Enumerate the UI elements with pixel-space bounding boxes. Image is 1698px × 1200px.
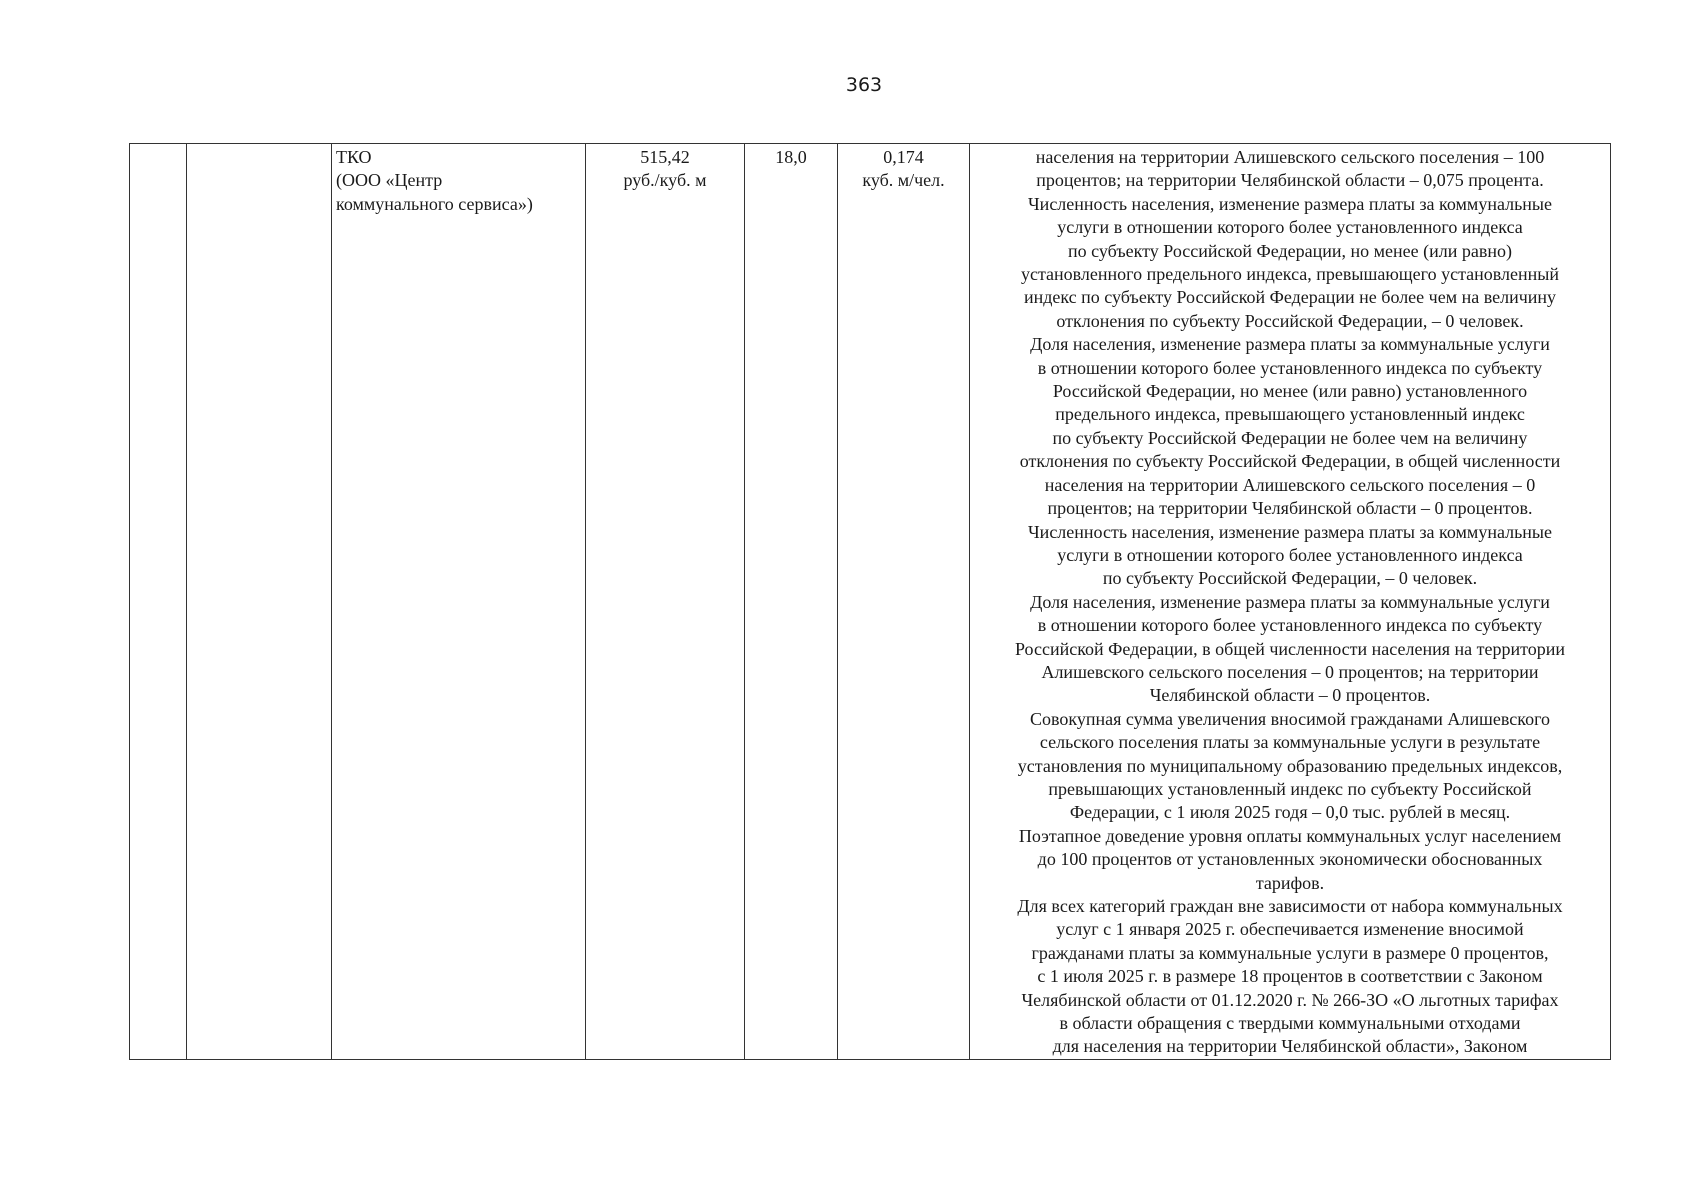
tariff-unit: руб./куб. м [623,170,707,191]
tariff-cell [586,144,745,1060]
description-line: Российской Федерации, но менее (или равно) установленного [1052,381,1528,402]
description-line: процентов; на территории Челябинской области – 0,075 процента. [1036,170,1544,191]
page-number: 363 [845,74,883,96]
description-line: услуги в отношении которого более установленного индекса [1057,544,1523,565]
description-line: по субъекту Российской Федерации не более чем на величину [1052,427,1528,448]
description-line: отклонения по субъекту Российской Федерации, – 0 человек. [1056,310,1524,331]
service-line: (ООО «Центр [336,170,443,191]
description-line: в области обращения с твердыми коммунальными отходами [1059,1013,1521,1034]
norm-value: 0,174 [883,147,924,167]
norm-cell [838,144,970,1060]
description-line: в отношении которого более установленного индекса по субъекту [1037,357,1543,378]
description-line: сельского поселения платы за коммунальные услуги в результате [1039,732,1541,753]
description-line: услуги в отношении которого более установленного индекса [1057,217,1523,238]
description-cell [970,144,1611,1060]
description-line: отклонения по субъекту Российской Федерации, в общей численности [1019,451,1561,472]
description-line: индекс по субъекту Российской Федерации не более чем на величину [1023,287,1557,308]
index-value: 18,0 [775,147,807,167]
description-line: тарифов. [1255,872,1325,893]
norm-unit: куб. м/чел. [862,170,945,191]
description-line: предельного индекса, превышающего установленный индекс [1055,404,1525,425]
description-line: Численность населения, изменение размера платы за коммунальные [1027,521,1553,542]
description-line: с 1 июля 2025 г. в размере 18 процентов в соответствии с Законом [1037,966,1543,987]
description-line: установления по муниципальному образованию предельных индексов, [1017,755,1563,776]
description-line: Челябинской области от 01.12.2020 г. № 266-ЗО «О льготных тарифах [1021,989,1559,1010]
description-line: Численность населения, изменение размера платы за коммунальные [1027,193,1553,214]
description-line: для населения на территории Челябинской области», Законом [1052,1036,1528,1057]
description-line: до 100 процентов от установленных экономически обоснованных [1037,849,1543,870]
tariff-value: 515,42 [640,147,690,167]
description-line: населения на территории Алишевского сельского поселения – 100 [1035,147,1545,167]
description-line: услуг с 1 января 2025 г. обеспечивается изменение вносимой [1056,919,1524,940]
description-line: Федерации, с 1 июля 2025 годя – 0,0 тыс. рублей в месяц. [1069,802,1511,823]
description-line: Совокупная сумма увеличения вносимой гражданами Алишевского [1029,708,1551,729]
locality-cell [187,144,332,1060]
description-line: Челябинской области – 0 процентов. [1149,685,1431,706]
index-cell [745,144,838,1060]
service-provider-cell [332,144,586,1060]
description-line: в отношении которого более установленного индекса по субъекту [1037,615,1543,636]
document-table [129,143,1611,1060]
description-line: населения на территории Алишевского сельского поселения – 0 [1044,474,1536,495]
description-line: Для всех категорий граждан вне зависимости от набора коммунальных [1017,896,1563,916]
description-line: Поэтапное доведение уровня оплаты коммунальных услуг населением [1018,825,1562,846]
description-line: Алишевского сельского поселения – 0 процентов; на территории [1041,661,1539,682]
description-line: по субъекту Российской Федерации, – 0 человек. [1102,568,1478,589]
table-row [130,144,1611,1060]
service-line: коммунального сервиса») [336,193,533,214]
description-line: установленного предельного индекса, превышающего установленный [1020,264,1560,285]
service-line: ТКО [336,147,372,167]
description-line: гражданами платы за коммунальные услуги в размере 0 процентов, [1031,942,1549,963]
row-number-cell [130,144,187,1060]
description-line: по субъекту Российской Федерации, но менее (или равно) [1068,240,1512,261]
description-line: превышающих установленный индекс по субъекту Российской [1048,778,1532,799]
description-line: Доля населения, изменение размера платы за коммунальные услуги [1030,334,1550,355]
description-line: Российской Федерации, в общей численности населения на территории [1014,638,1566,659]
description-line: процентов; на территории Челябинской области – 0 процентов. [1047,498,1533,519]
description-line: Доля населения, изменение размера платы за коммунальные услуги [1030,591,1550,612]
